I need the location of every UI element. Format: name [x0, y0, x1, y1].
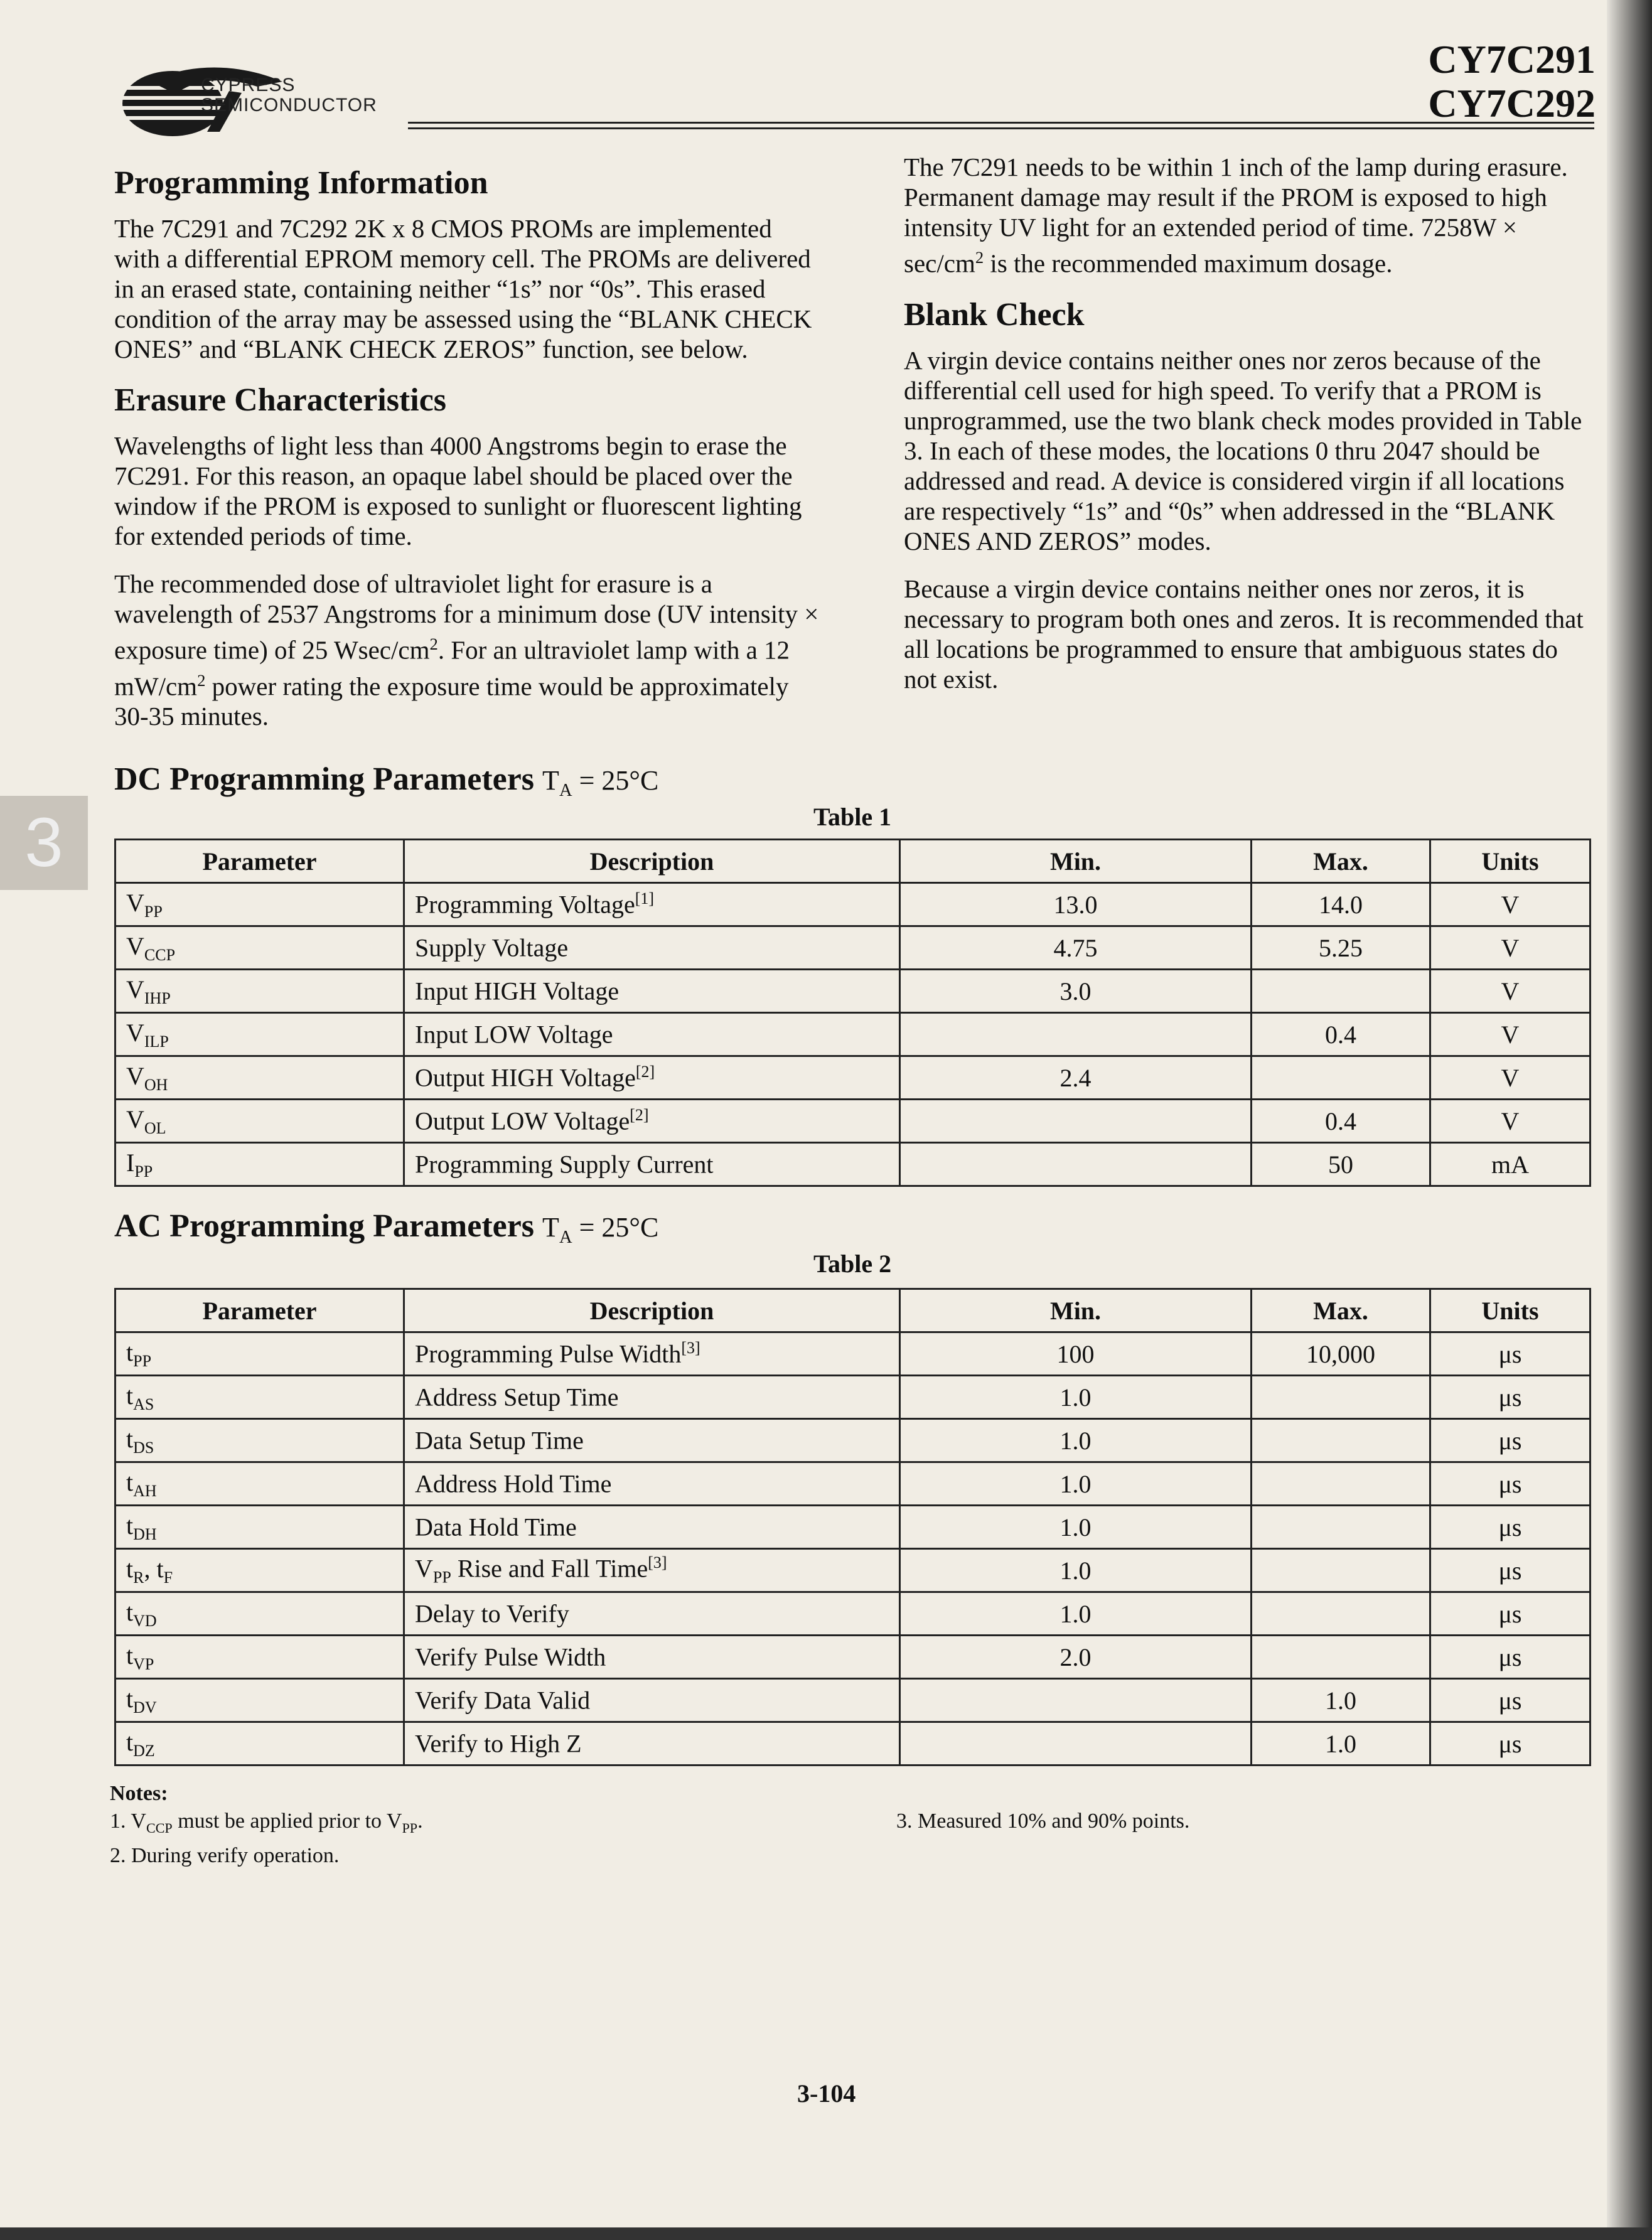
param-units: V — [1430, 883, 1590, 926]
table-header-row — [115, 840, 1590, 883]
param-min — [900, 1722, 1252, 1766]
param-symbol: $t_{AS}$ — [115, 1376, 404, 1419]
param-max — [1252, 1549, 1430, 1592]
table-row — [115, 1549, 1590, 1592]
table-row — [115, 1722, 1590, 1766]
param-description: Output HIGH Voltage[2] — [404, 1056, 900, 1100]
param-description: Supply Voltage — [404, 926, 900, 970]
blank-check-heading: Blank Check — [904, 296, 1085, 333]
param-symbol: $I_{PP}$ — [115, 1143, 404, 1186]
param-min: 1.0 — [900, 1592, 1252, 1636]
dc-params-heading: DC Programming Parameters $T_A = 25^\circ C$ — [114, 761, 659, 800]
column-header: Min. — [900, 840, 1252, 883]
column-header: Min. — [900, 1289, 1252, 1332]
param-symbol: $t_{VD}$ — [115, 1592, 404, 1636]
section-tab: 3 — [0, 796, 88, 890]
param-max — [1252, 1592, 1430, 1636]
param-symbol: $V_{OL}$ — [115, 1100, 404, 1143]
param-min: 100 — [900, 1332, 1252, 1376]
table-row — [115, 970, 1590, 1013]
table-row — [115, 1636, 1590, 1679]
param-min: 3.0 — [900, 970, 1252, 1013]
param-description: Output LOW Voltage[2] — [404, 1100, 900, 1143]
param-max — [1252, 1056, 1430, 1100]
param-min: 1.0 — [900, 1506, 1252, 1549]
param-min: 13.0 — [900, 883, 1252, 926]
column-header: Max. — [1252, 840, 1430, 883]
erasure-text-2: The recommended dose of ultraviolet light for erasure is a wavelength of 2537 Angstroms for a minimum dose (UV intensity × exposure time) of 25 Wsec/$cm^2$. For an ultraviolet lamp with a 12 $mW/cm^2$ power rating the exposure time would be approximately 30-35 minutes. — [114, 569, 819, 731]
table-1-caption: Table 1 — [813, 803, 892, 831]
param-units: V — [1430, 970, 1590, 1013]
param-description: Input HIGH Voltage — [404, 970, 900, 1013]
param-symbol: $t_{DH}$ — [115, 1506, 404, 1549]
param-units: μs — [1430, 1332, 1590, 1376]
param-min: 2.4 — [900, 1056, 1252, 1100]
param-min: 2.0 — [900, 1636, 1252, 1679]
param-units: μs — [1430, 1419, 1590, 1462]
param-units: μs — [1430, 1592, 1590, 1636]
note-1: 1. $V_{CCP}$ must be applied prior to $V_{PP}$. — [110, 1809, 423, 1836]
param-symbol: $V_{CCP}$ — [115, 926, 404, 970]
param-units: μs — [1430, 1506, 1590, 1549]
right-column — [904, 152, 1591, 712]
table-row — [115, 1013, 1590, 1056]
notes — [110, 1780, 423, 1870]
param-description: Programming Voltage[1] — [404, 883, 900, 926]
param-max — [1252, 1636, 1430, 1679]
part-numbers — [1428, 38, 1596, 126]
param-symbol: $V_{ILP}$ — [115, 1013, 404, 1056]
param-max: 50 — [1252, 1143, 1430, 1186]
param-description: Verify to High Z — [404, 1722, 900, 1766]
blank-check-text-1: A virgin device contains neither ones nor zeros because of the differential cell used for high speed. To verify that a PROM is unprogrammed, use the two blank check modes provided in Table 3. In each of these modes, the locations 0 thru 2047 should be addressed and read. A device is considered virgin if all locations are respectively “1s” and “0s” when addressed in the “BLANK ONES AND ZEROS” modes. — [904, 345, 1582, 555]
param-units: μs — [1430, 1679, 1590, 1722]
dc-params-table — [114, 839, 1591, 1187]
column-header: Parameter — [115, 840, 404, 883]
param-min — [900, 1679, 1252, 1722]
erasure-heading: Erasure Characteristics — [114, 382, 447, 418]
param-symbol: $t_{DS}$ — [115, 1419, 404, 1462]
param-symbol: $t_{AH}$ — [115, 1462, 404, 1506]
table-row — [115, 1679, 1590, 1722]
param-units: V — [1430, 1100, 1590, 1143]
table-row — [115, 1462, 1590, 1506]
param-min — [900, 1013, 1252, 1056]
table-row — [115, 1056, 1590, 1100]
erasure-text-3: The 7C291 needs to be within 1 inch of the lamp during erasure. Permanent damage may result if the PROM is exposed to high intensity UV light for an extended period of time. $7258W \times \sec/cm^2$ is the recommended maximum dosage. — [904, 153, 1568, 278]
param-max — [1252, 970, 1430, 1013]
blank-check-text-2: Because a virgin device contains neither ones nor zeros, it is necessary to program both ones and zeros. It is recommended that all locations be programmed to ensure that ambiguous states do not exist. — [904, 574, 1584, 694]
table-row — [115, 883, 1590, 926]
param-description: Input LOW Voltage — [404, 1013, 900, 1056]
param-units: μs — [1430, 1636, 1590, 1679]
column-header: Max. — [1252, 1289, 1430, 1332]
param-description: Verify Data Valid — [404, 1679, 900, 1722]
page-number: 3-104 — [797, 2079, 856, 2108]
param-max — [1252, 1506, 1430, 1549]
param-max: 14.0 — [1252, 883, 1430, 926]
param-symbol: $t_{PP}$ — [115, 1332, 404, 1376]
notes-title: Notes: — [110, 1782, 168, 1805]
param-units: mA — [1430, 1143, 1590, 1186]
param-symbol: $t_R$, $t_F$ — [115, 1549, 404, 1592]
param-min: 1.0 — [900, 1462, 1252, 1506]
param-min: 1.0 — [900, 1376, 1252, 1419]
param-symbol: $t_{DV}$ — [115, 1679, 404, 1722]
param-min: 1.0 — [900, 1549, 1252, 1592]
param-units: μs — [1430, 1722, 1590, 1766]
param-max: 0.4 — [1252, 1100, 1430, 1143]
table-header-row — [115, 1289, 1590, 1332]
table-row — [115, 926, 1590, 970]
table-row — [115, 1419, 1590, 1462]
param-description: $V_{PP}$ Rise and Fall Time[3] — [404, 1549, 900, 1592]
table-row — [115, 1506, 1590, 1549]
param-units: μs — [1430, 1462, 1590, 1506]
table-row — [115, 1592, 1590, 1636]
param-description: Address Setup Time — [404, 1376, 900, 1419]
param-symbol: $t_{DZ}$ — [115, 1722, 404, 1766]
param-description: Verify Pulse Width — [404, 1636, 900, 1679]
column-header: Description — [404, 840, 900, 883]
column-header: Units — [1430, 1289, 1590, 1332]
erasure-text-1: Wavelengths of light less than 4000 Angstroms begin to erase the 7C291. For this reason, an opaque label should be placed over the window if the PROM is exposed to sunlight or fluorescent lighting for extended periods of time. — [114, 431, 802, 550]
table-2-caption: Table 2 — [813, 1250, 892, 1278]
ac-params-heading: AC Programming Parameters $T_A = 25^\circ C$ — [114, 1208, 659, 1247]
table-row — [115, 1100, 1590, 1143]
param-description: Data Hold Time — [404, 1506, 900, 1549]
param-description: Programming Supply Current — [404, 1143, 900, 1186]
param-max: 1.0 — [1252, 1679, 1430, 1722]
param-description: Delay to Verify — [404, 1592, 900, 1636]
param-units: μs — [1430, 1376, 1590, 1419]
note-3: 3. Measured 10% and 90% points. — [896, 1809, 1190, 1833]
programming-info-text: The 7C291 and 7C292 2K x 8 CMOS PROMs are implemented with a differential EPROM memory cell. The PROMs are delivered in an erased state, containing neither “1s” nor “0s”. This erased condition of the array may be assessed using the “BLANK CHECK ONES” and “BLANK CHECK ZEROS” function, see below. — [114, 214, 812, 363]
programming-info-heading: Programming Information — [114, 165, 488, 201]
column-header: Units — [1430, 840, 1590, 883]
param-max: 1.0 — [1252, 1722, 1430, 1766]
param-symbol: $V_{OH}$ — [115, 1056, 404, 1100]
param-min: 1.0 — [900, 1419, 1252, 1462]
param-units: V — [1430, 1056, 1590, 1100]
company-name: CYPRESS SEMICONDUCTOR — [201, 75, 377, 115]
param-symbol: $V_{PP}$ — [115, 883, 404, 926]
column-header: Parameter — [115, 1289, 404, 1332]
param-min: 4.75 — [900, 926, 1252, 970]
table-row — [115, 1376, 1590, 1419]
param-units: μs — [1430, 1549, 1590, 1592]
part-number-1: CY7C291 — [1428, 37, 1596, 82]
param-units: V — [1430, 926, 1590, 970]
table-row — [115, 1332, 1590, 1376]
param-description: Data Setup Time — [404, 1419, 900, 1462]
note-2: 2. During verify operation. — [110, 1843, 340, 1867]
part-number-2: CY7C292 — [1428, 81, 1596, 126]
param-max — [1252, 1419, 1430, 1462]
table-row — [115, 1143, 1590, 1186]
param-min — [900, 1100, 1252, 1143]
param-max — [1252, 1376, 1430, 1419]
param-symbol: $t_{VP}$ — [115, 1636, 404, 1679]
page-edge-shadow — [1607, 0, 1652, 2240]
param-max: 10,000 — [1252, 1332, 1430, 1376]
param-symbol: $V_{IHP}$ — [115, 970, 404, 1013]
param-max: 0.4 — [1252, 1013, 1430, 1056]
param-description: Address Hold Time — [404, 1462, 900, 1506]
ac-params-table — [114, 1288, 1591, 1766]
page-bottom-edge — [0, 2227, 1652, 2240]
param-max — [1252, 1462, 1430, 1506]
param-min — [900, 1143, 1252, 1186]
header-rule — [408, 122, 1594, 129]
param-units: V — [1430, 1013, 1590, 1056]
param-description: Programming Pulse Width[3] — [404, 1332, 900, 1376]
left-column — [114, 164, 823, 749]
param-max: 5.25 — [1252, 926, 1430, 970]
column-header: Description — [404, 1289, 900, 1332]
